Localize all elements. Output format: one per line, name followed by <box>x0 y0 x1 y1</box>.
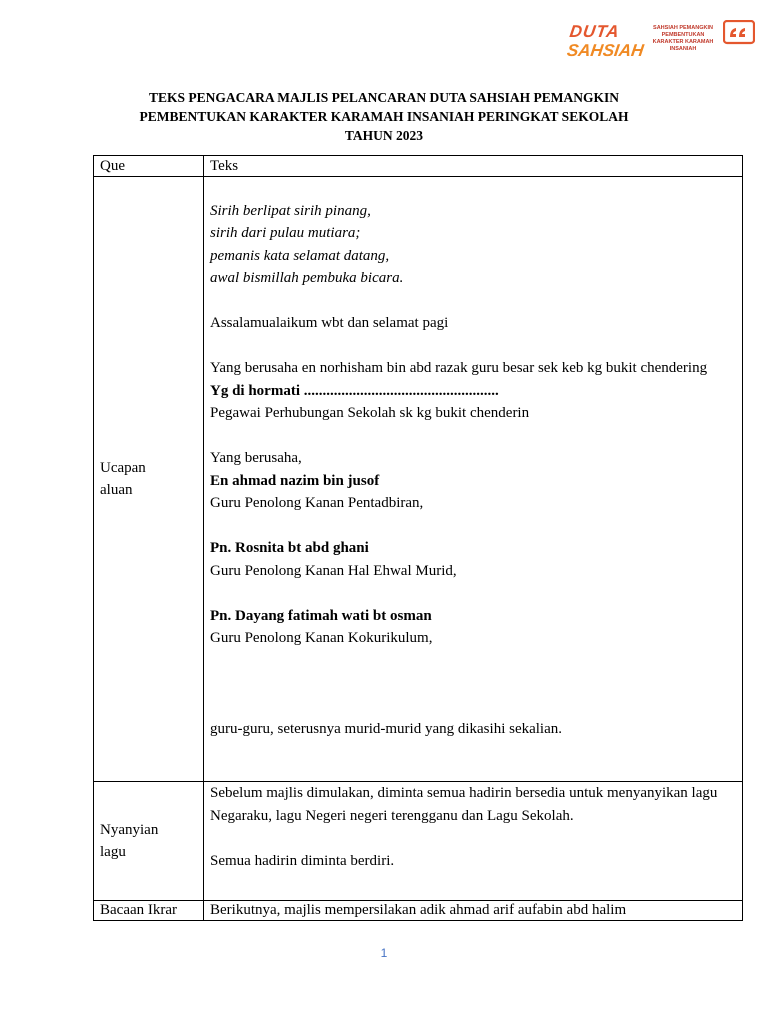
logo-tagline-line: SAHSIAH PEMANGKIN <box>653 25 713 31</box>
logo-word-sahsiah: SAHSIAH <box>565 41 645 60</box>
table-header-row <box>94 156 743 177</box>
nyanyian-berdiri: Semua hadirin diminta berdiri. <box>210 852 395 869</box>
title-line-3: TAHUN 2023 <box>344 128 424 143</box>
page-number: 1 <box>380 946 388 960</box>
text-bacaan-ikrar: Berikutnya, majlis mempersilakan adik ahmad arif aufabin abd halim <box>204 901 743 921</box>
table-row-ucapan-aluan <box>94 177 743 782</box>
pk1-name: En ahmad nazim bin jusof <box>210 472 380 489</box>
cue-label-line: Ucapan <box>100 459 146 476</box>
header-que: Que <box>94 156 204 177</box>
duta-sahsiah-logo <box>565 18 758 66</box>
table-row-bacaan-ikrar <box>94 901 743 921</box>
title-line-2: PEMBENTUKAN KARAKTER KARAMAH INSANIAH PERINGKAT SEKOLAH <box>139 109 629 124</box>
title-line-1: TEKS PENGACARA MAJLIS PELANCARAN DUTA SAHSIAH PEMANGKIN <box>148 90 620 105</box>
pantun-line: sirih dari pulau mutiara; <box>210 225 361 241</box>
header-teks: Teks <box>204 156 743 177</box>
quote-icon <box>723 20 755 46</box>
greeting-salam: Assalamualaikum wbt dan selamat pagi <box>210 315 449 331</box>
cue-label-line: aluan <box>100 482 133 498</box>
greeting-yang-berusaha: Yang berusaha, <box>210 450 302 466</box>
pk3-name: Pn. Dayang fatimah wati bt osman <box>210 607 432 624</box>
nyanyian-instruction: Sebelum majlis dimulakan, diminta semua hadirin bersedia untuk menyanyikan lagu Negaraku, lagu Negeri negeri terengganu dan Lagu Sekolah. <box>210 785 718 824</box>
cue-label-line: lagu <box>100 844 126 860</box>
logo-tagline-line: PEMBENTUKAN <box>661 32 705 38</box>
greeting-closing: guru-guru, seterusnya murid-murid yang dikasihi sekalian. <box>210 720 563 737</box>
logo-wordmark <box>565 22 643 66</box>
logo-tagline-line: INSANIAH <box>669 46 697 52</box>
cue-label-line: Nyanyian <box>100 821 159 838</box>
greeting-guru-besar: Yang berusaha en norhisham bin abd razak guru besar sek keb kg bukit chendering <box>210 360 708 376</box>
script-table <box>93 155 743 921</box>
cue-nyanyian-lagu <box>94 782 204 901</box>
pantun-line: Sirih berlipat sirih pinang, <box>210 202 371 219</box>
document-title <box>60 88 708 145</box>
logo-tagline <box>648 25 718 53</box>
pk2-name: Pn. Rosnita bt abd ghani <box>210 540 369 556</box>
logo-tagline-line: KARAKTER KARAMAH <box>652 39 714 45</box>
logo-word-duta: DUTA <box>568 22 622 41</box>
table-row-nyanyian-lagu <box>94 782 743 901</box>
text-nyanyian-lagu <box>204 782 743 901</box>
greeting-pegawai: Pegawai Perhubungan Sekolah sk kg bukit chenderin <box>210 405 530 421</box>
greeting-yg-hormati: Yg di hormati .................................................... <box>210 382 499 399</box>
pantun-line: awal bismillah pembuka bicara. <box>210 270 404 286</box>
text-ucapan-aluan <box>204 177 743 782</box>
cue-ucapan-aluan <box>94 177 204 782</box>
pk2-role: Guru Penolong Kanan Hal Ehwal Murid, <box>210 562 457 579</box>
pk1-role: Guru Penolong Kanan Pentadbiran, <box>210 495 424 511</box>
cue-bacaan-ikrar: Bacaan Ikrar <box>94 901 204 921</box>
pantun-line: pemanis kata selamat datang, <box>210 247 390 264</box>
pk3-role: Guru Penolong Kanan Kokurikulum, <box>210 630 433 646</box>
